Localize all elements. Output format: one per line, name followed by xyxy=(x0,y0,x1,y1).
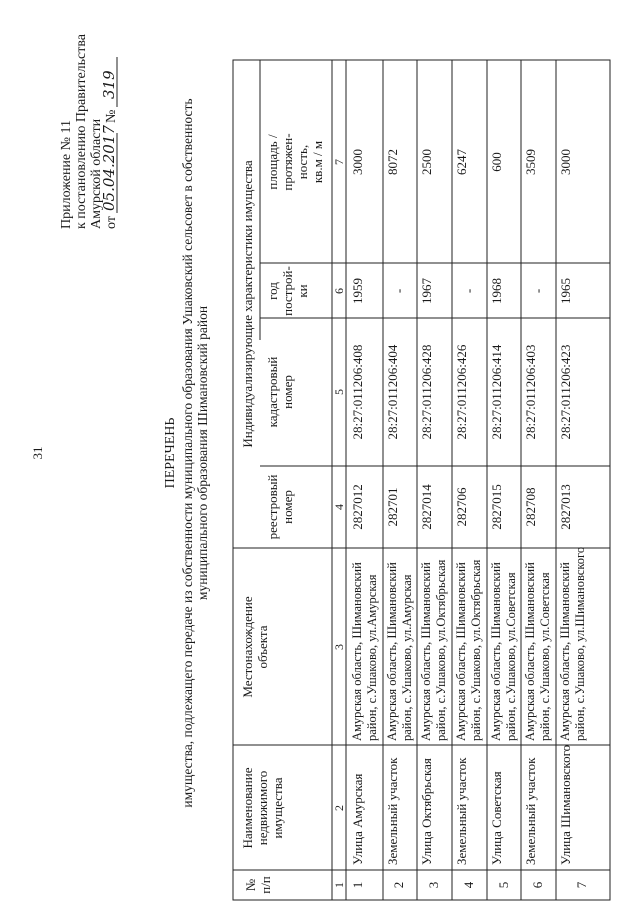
col-number: 1 xyxy=(332,882,346,888)
table-row xyxy=(419,149,448,888)
header-year-3: ки xyxy=(295,284,310,298)
page-number: 31 xyxy=(30,446,45,460)
row-year: 1959 xyxy=(350,278,365,304)
table-row xyxy=(454,149,483,889)
row-location-line-2: район, с.Ушаково, ул.Шимановского xyxy=(573,546,587,741)
header-area-2: протяжен- xyxy=(280,133,295,191)
title-heading: ПЕРЕЧЕНЬ xyxy=(163,417,178,489)
document-title xyxy=(163,98,210,807)
row-location-line-1: Амурская область, Шимановский xyxy=(523,562,537,741)
row-location-line-1: Амурская область, Шимановский xyxy=(385,562,399,741)
row-number: 3 xyxy=(426,881,441,889)
header-registry: реестровый xyxy=(265,474,280,540)
row-number: 6 xyxy=(530,881,545,889)
table-row xyxy=(523,149,552,888)
row-name: Улица Советская xyxy=(489,771,504,865)
col-number: 4 xyxy=(332,504,346,510)
header-area-3: ность, xyxy=(295,144,310,180)
row-year: - xyxy=(391,288,406,294)
row-year: - xyxy=(461,288,476,294)
appendix-date-prefix: от xyxy=(104,216,119,229)
row-location-line-2: район, с.Ушаково, ул.Амурская xyxy=(365,574,379,741)
row-name: Земельный участок xyxy=(454,757,469,865)
row-cadastral: 28:27:011206:428 xyxy=(419,344,434,440)
header-area-4: кв.м / м xyxy=(310,140,325,184)
table-row xyxy=(558,149,589,888)
row-name: Земельный участок xyxy=(523,757,538,865)
row-location-line-1: Амурская область, Шимановский xyxy=(489,562,503,741)
row-cadastral: 28:27:011206:404 xyxy=(385,344,400,440)
row-cadastral: 28:27:011206:408 xyxy=(350,344,365,440)
row-year: 1965 xyxy=(558,278,573,304)
row-cadastral: 28:27:011206:426 xyxy=(454,344,469,440)
row-registry: 2827013 xyxy=(558,484,573,530)
col-number: 2 xyxy=(332,805,346,811)
appendix-line-3: Амурской области xyxy=(89,118,104,229)
row-area: 8072 xyxy=(385,149,400,175)
row-cadastral: 28:27:011206:423 xyxy=(558,344,573,440)
row-year: 1967 xyxy=(419,278,434,304)
col-number: 3 xyxy=(332,644,346,650)
row-location-line-2: район, с.Ушаково, ул.Октябрьская xyxy=(434,559,448,741)
row-area: 3000 xyxy=(558,149,573,175)
appendix-date-handwritten: 05.04.2017 xyxy=(100,125,118,211)
appendix-number-prefix: № xyxy=(104,109,119,123)
col-number: 5 xyxy=(332,389,346,395)
row-registry: 282708 xyxy=(523,487,538,527)
appendix-line-2: к постановлению Правительства xyxy=(74,33,89,229)
header-num-2: п/п xyxy=(258,876,273,894)
header-cadastral-2: номер xyxy=(280,375,295,409)
table-header xyxy=(240,133,325,893)
row-registry: 2827014 xyxy=(419,484,434,530)
row-location-line-1: Амурская область, Шимановский xyxy=(419,562,433,741)
row-name: Улица Амурская xyxy=(350,773,365,865)
header-year: год xyxy=(265,282,280,300)
row-location-line-2: район, с.Ушаково, ул.Амурская xyxy=(400,574,414,741)
row-area: 6247 xyxy=(454,149,469,175)
row-location-line-1: Амурская область, Шимановский xyxy=(350,562,364,741)
row-location-line-1: Амурская область, Шимановский xyxy=(558,562,572,741)
appendix-number-handwritten: 319 xyxy=(100,70,118,99)
column-numbers-row xyxy=(332,159,346,888)
row-location-line-2: район, с.Ушаково, ул.Советская xyxy=(538,572,552,741)
header-area: площадь / xyxy=(265,134,280,190)
header-num: № xyxy=(243,878,258,892)
row-name: Земельный участок xyxy=(385,757,400,865)
row-year: - xyxy=(530,288,545,294)
header-name-2: недвижимого xyxy=(255,770,270,846)
row-number: 2 xyxy=(391,881,406,889)
row-registry: 2827015 xyxy=(489,484,504,530)
row-registry: 2827012 xyxy=(350,484,365,530)
row-cadastral: 28:27:011206:403 xyxy=(523,344,538,440)
header-location-2: объекта xyxy=(255,625,270,669)
row-area: 600 xyxy=(489,152,504,172)
header-name-3: имущества xyxy=(270,777,285,839)
header-group: Индивидуализирующие характеристики имущества xyxy=(240,160,255,448)
row-location-line-2: район, с.Ушаково, ул.Октябрьская xyxy=(469,559,483,741)
header-name: Наименование xyxy=(240,767,255,849)
appendix-line-1: Приложение № 11 xyxy=(59,120,74,229)
header-location: Местонахождение xyxy=(240,596,255,698)
title-line-1: имущества, подлежащего передаче из собственности муниципального образования Ушаковский сельсовет в собственность xyxy=(180,98,195,808)
table-row xyxy=(385,149,414,888)
row-year: 1968 xyxy=(489,278,504,304)
row-number: 5 xyxy=(496,881,511,889)
row-number: 7 xyxy=(574,881,589,889)
row-location-line-2: район, с.Ушаково, ул.Советская xyxy=(504,572,518,741)
title-line-2: муниципального образования Шимановский район xyxy=(195,305,210,601)
row-number: 4 xyxy=(461,881,476,889)
row-area: 2500 xyxy=(419,149,434,175)
table-row xyxy=(350,149,379,888)
row-cadastral: 28:27:011206:414 xyxy=(489,344,504,440)
col-number: 7 xyxy=(332,159,346,165)
row-name: Улица Шимановского xyxy=(558,744,573,865)
row-area: 3509 xyxy=(523,149,538,175)
header-cadastral: кадастровый xyxy=(265,356,280,428)
row-area: 3000 xyxy=(350,149,365,175)
row-location-line-1: Амурская область, Шимановский xyxy=(454,562,468,741)
row-number: 1 xyxy=(350,881,365,889)
row-name: Улица Октябрьская xyxy=(419,758,434,865)
appendix-block xyxy=(59,33,119,229)
row-registry: 282701 xyxy=(385,487,400,527)
col-number: 6 xyxy=(332,288,346,294)
header-registry-2: номер xyxy=(280,490,295,524)
header-year-2: построй- xyxy=(280,266,295,316)
row-registry: 282706 xyxy=(454,487,469,527)
